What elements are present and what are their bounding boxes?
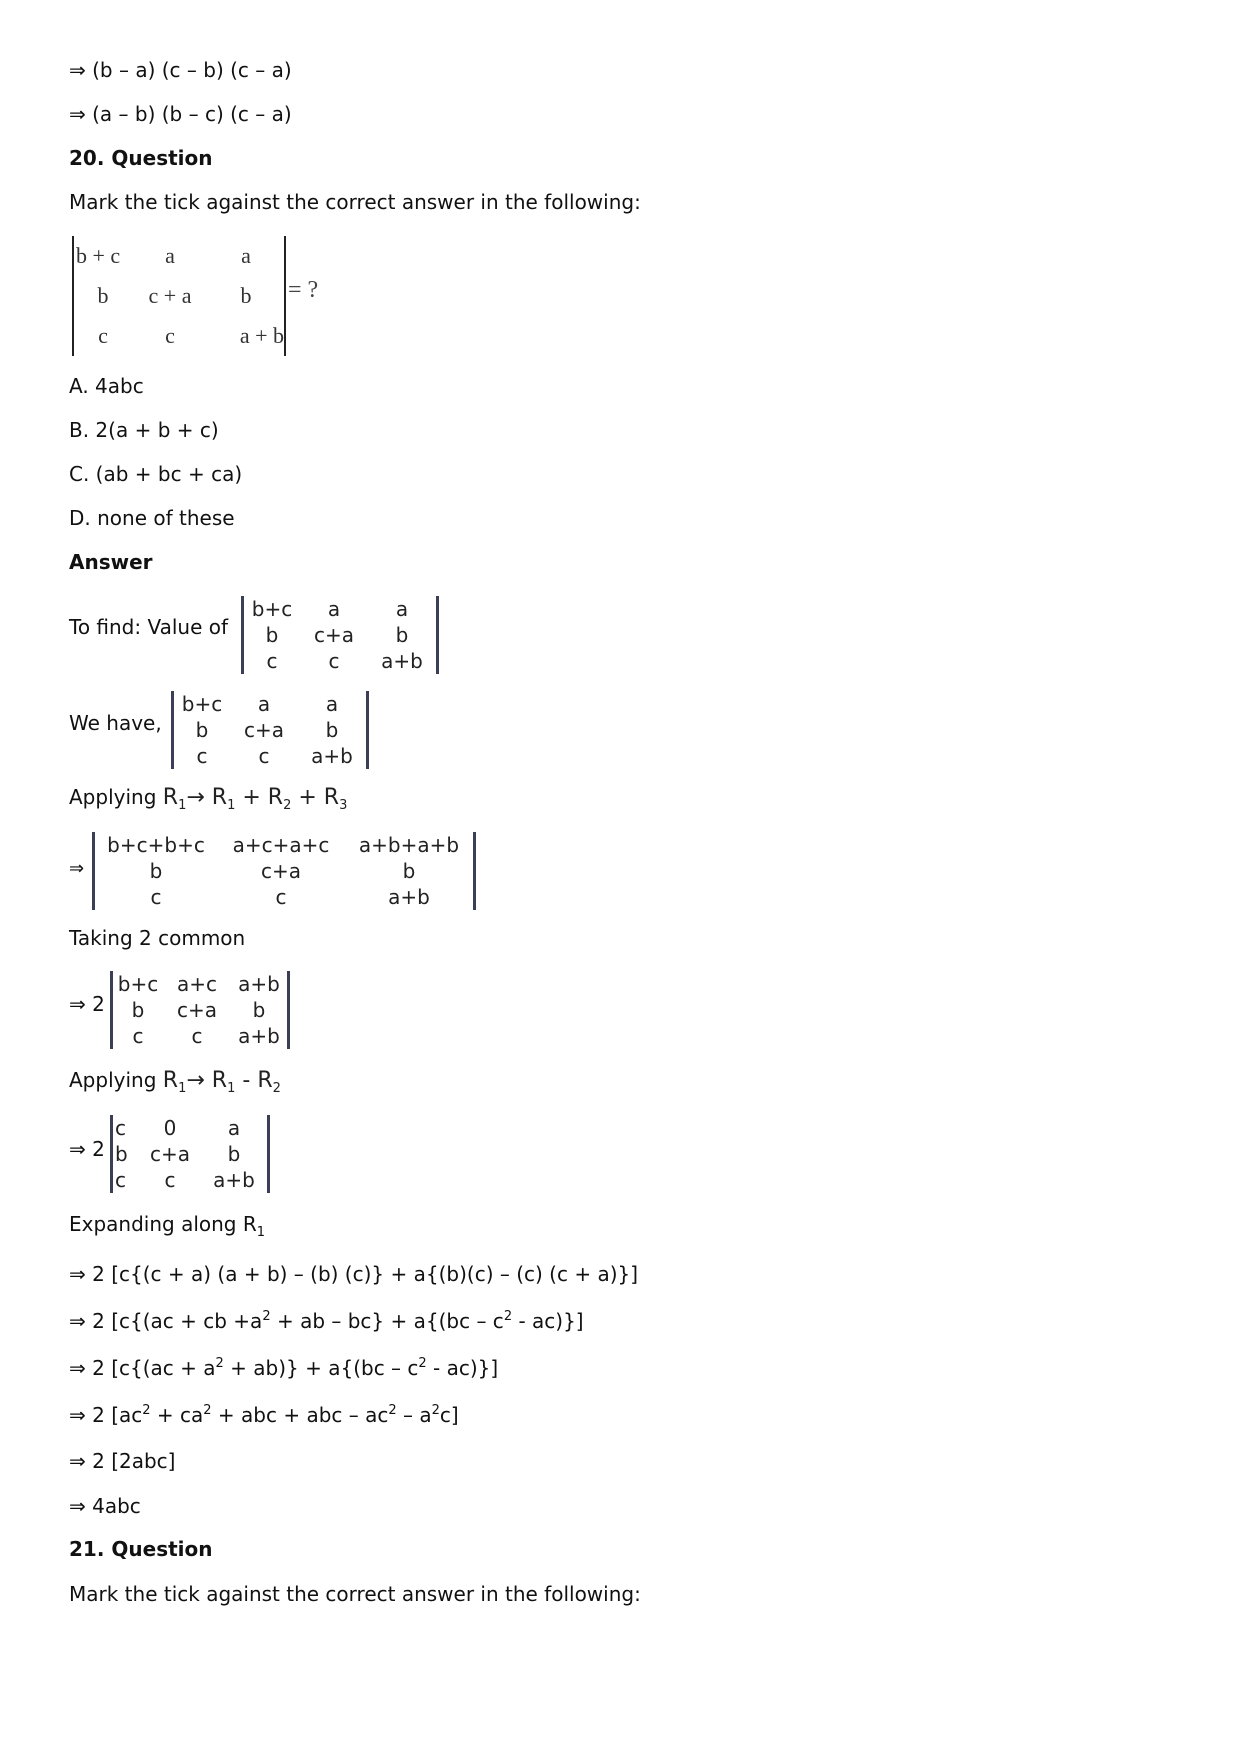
- matrix-cell: b: [195, 718, 209, 742]
- matrix-cell: a+b: [213, 1168, 255, 1192]
- work-step: ⇒ 2 [$ac^2 + ca^2$ + abc + abc – $ac^2 - a^2c$]: [69, 1403, 459, 1427]
- matrix-cell: c: [164, 1168, 176, 1192]
- matrix-cell: c: [266, 649, 278, 673]
- matrix-cell: c: [258, 744, 270, 768]
- matrix-cell: a: [325, 692, 339, 716]
- work-step: ⇒ 2 [c{(c + a) (a + b) – (b) (c)} + a{(b)(c) – (c) (c + a)}]: [69, 1262, 639, 1286]
- row-operation: $R_1\to R_1 - R_2$: [162, 1068, 281, 1096]
- matrix-cell: c: [115, 1116, 126, 1140]
- work-step: ⇒ 2 [c{(ac + cb $+a^2$ + ab – $bc\} + a\{(bc - c^2 - ac)\}$]: [69, 1309, 584, 1333]
- matrix-cell: c+a: [176, 998, 217, 1022]
- matrix-cell: c: [98, 323, 108, 348]
- matrix-cell: a+c: [176, 972, 217, 996]
- matrix-cell: c+a: [260, 859, 301, 883]
- matrix-cell: b: [149, 859, 163, 883]
- step-label: Applying: [69, 1068, 157, 1092]
- step2-determinant: [110, 971, 290, 1049]
- matrix-cell: a: [241, 243, 251, 268]
- matrix-cell: a+c+a+c: [232, 833, 330, 857]
- matrix-cell: c: [115, 1168, 126, 1192]
- prev-step-2: ⇒ (a – b) (b – c) (c – a): [69, 102, 292, 126]
- matrix-cell: a: [327, 597, 341, 621]
- matrix-cell: b: [115, 1142, 128, 1166]
- option-b[interactable]: B. 2(a + b + c): [69, 418, 219, 442]
- common-prefix: ⇒ 2: [69, 1137, 105, 1161]
- prev-step-1: ⇒ (b – a) (c – b) (c – a): [69, 58, 292, 82]
- implies-symbol: ⇒: [69, 858, 85, 879]
- matrix-cell: a+b: [238, 972, 280, 996]
- option-a[interactable]: A. 4abc: [69, 374, 144, 398]
- question-heading: 21. Question: [69, 1537, 213, 1561]
- matrix-cell: b + c: [76, 243, 121, 268]
- to-find-label: To find: Value of: [69, 615, 229, 639]
- work-step: ⇒ 2 [2abc]: [69, 1449, 176, 1473]
- matrix-cell: a+b: [381, 649, 423, 673]
- matrix-cell: c+a: [313, 623, 354, 647]
- matrix-cell: 0: [163, 1116, 177, 1140]
- matrix-cell: a + b: [239, 323, 284, 348]
- question-determinant: [72, 236, 286, 356]
- matrix-cell: c: [132, 1024, 144, 1048]
- matrix-cell: a+b: [238, 1024, 280, 1048]
- matrix-cell: b: [395, 623, 409, 647]
- question-prompt: Mark the tick against the correct answer in the following:: [69, 1582, 641, 1606]
- step3-operation: [69, 1068, 281, 1096]
- matrix-cell: c: [191, 1024, 203, 1048]
- matrix-cell: b+c: [117, 972, 159, 996]
- matrix-cell: b: [252, 998, 266, 1022]
- matrix-cell: a: [227, 1116, 241, 1140]
- matrix-cell: a+b: [388, 885, 430, 909]
- option-d[interactable]: D. none of these: [69, 506, 235, 530]
- matrix-cell: c + a: [148, 283, 192, 308]
- we-have-label: We have,: [69, 711, 162, 735]
- step1-operation: [69, 785, 348, 813]
- matrix-cell: b: [227, 1142, 241, 1166]
- option-c[interactable]: C. (ab + bc + ca): [69, 462, 243, 486]
- matrix-cell: b: [402, 859, 416, 883]
- answer-heading: Answer: [69, 550, 153, 574]
- step3-determinant: [110, 1115, 270, 1193]
- matrix-cell: a+b+a+b: [358, 833, 460, 857]
- matrix-cell: b+c: [251, 597, 293, 621]
- question-heading: 20. Question: [69, 146, 213, 170]
- matrix-cell: c: [165, 323, 175, 348]
- matrix-cell: c+a: [149, 1142, 190, 1166]
- matrix-cell: b+c+b+c: [107, 833, 205, 857]
- given-determinant: [171, 691, 369, 769]
- matrix-cell: b: [131, 998, 145, 1022]
- row-operation: $R_1\to R_1 + R_2 + R_3$: [162, 785, 348, 813]
- matrix-cell: a: [257, 692, 271, 716]
- matrix-cell: b: [325, 718, 339, 742]
- common-prefix: ⇒ 2: [69, 992, 105, 1016]
- matrix-cell: c: [150, 885, 162, 909]
- matrix-cell: c+a: [243, 718, 284, 742]
- equals-question: = ?: [288, 277, 319, 303]
- matrix-cell: c: [328, 649, 340, 673]
- matrix-cell: a: [165, 243, 175, 268]
- step-label: Applying: [69, 785, 157, 809]
- matrix-cell: b: [97, 283, 109, 308]
- matrix-cell: b: [240, 283, 252, 308]
- matrix-cell: c: [275, 885, 287, 909]
- question-prompt: Mark the tick against the correct answer in the following:: [69, 190, 641, 214]
- matrix-cell: a+b: [311, 744, 353, 768]
- matrix-cell: a: [395, 597, 409, 621]
- matrix-cell: b: [265, 623, 279, 647]
- step1-determinant: [92, 832, 476, 910]
- work-step-final: ⇒ 4abc: [69, 1494, 141, 1518]
- matrix-cell: c: [196, 744, 208, 768]
- expand-label: Expanding along $R_1$: [69, 1212, 266, 1240]
- work-step: ⇒ 2 $[c\{(ac + a^2 + ab)\} + a\{(bc - c^2 - ac)\}]$: [69, 1356, 499, 1380]
- matrix-cell: b+c: [181, 692, 223, 716]
- take-common-label: Taking 2 common: [69, 926, 246, 950]
- find-determinant: [241, 596, 439, 674]
